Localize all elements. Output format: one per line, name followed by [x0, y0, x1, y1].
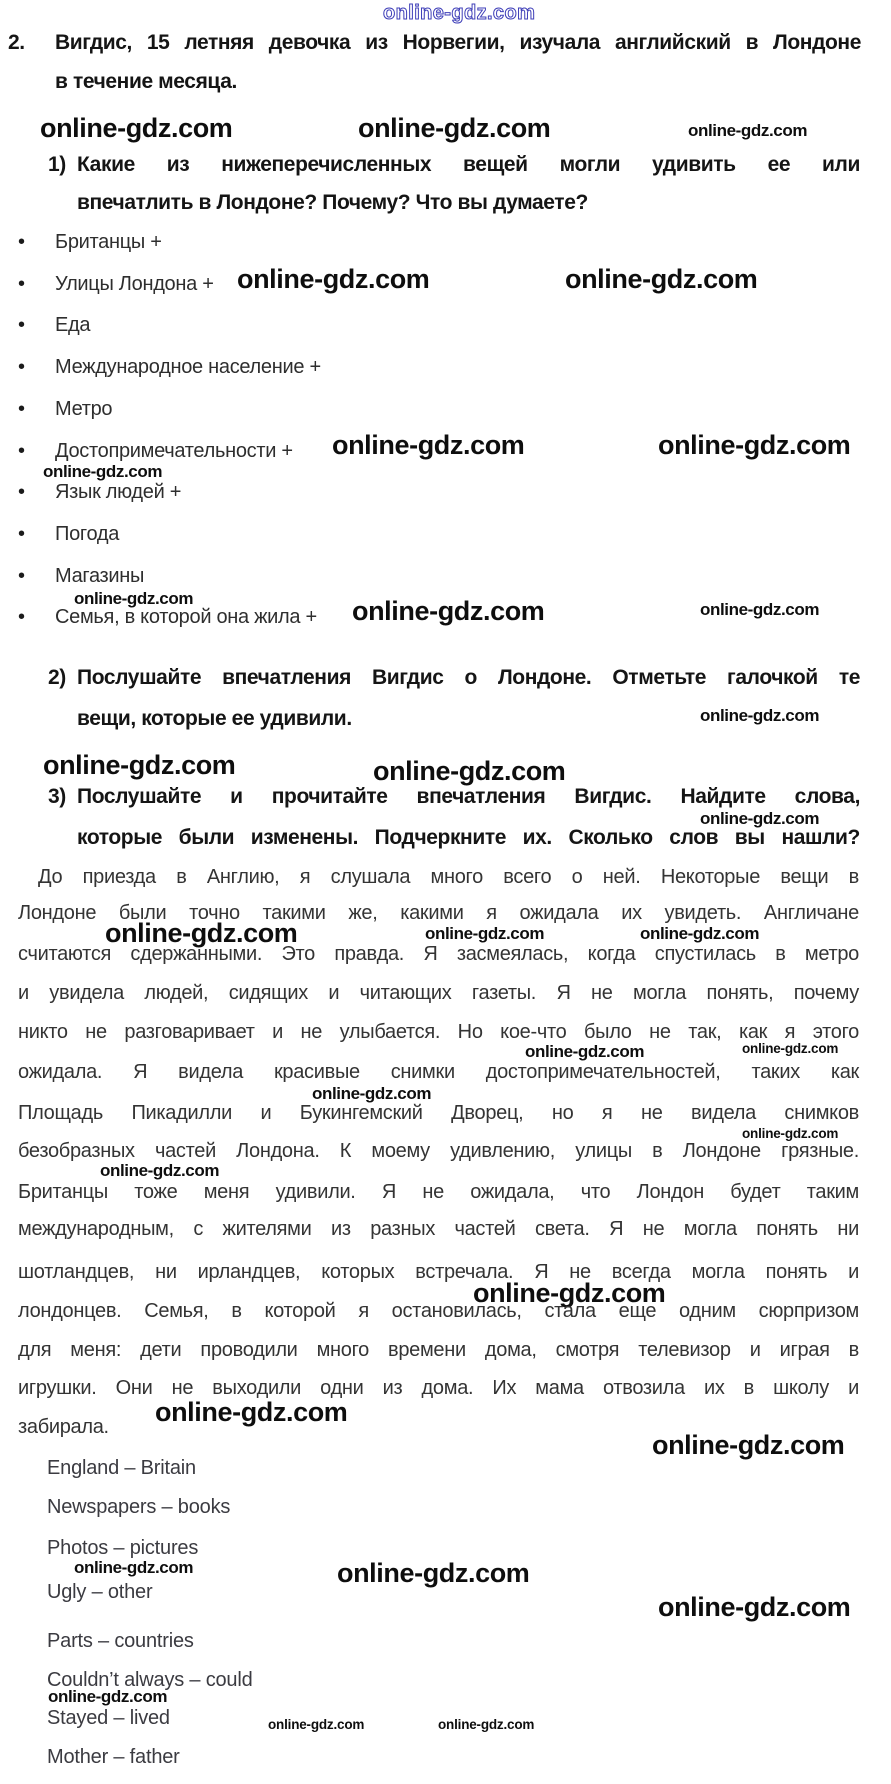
bullet-dot-icon: • [18, 356, 25, 378]
bullet-label: Улицы Лондона + [55, 273, 214, 295]
bullet-label: Язык людей + [55, 481, 182, 503]
word-pair: England – Britain [47, 1457, 196, 1479]
watermark: online-gdz.com [237, 264, 430, 294]
story-line: международным, с жителями из разных частей света. Я не могла понять ни [18, 1218, 859, 1240]
watermark: online-gdz.com [658, 430, 851, 460]
watermark: online-gdz.com [43, 750, 236, 780]
watermark: online-gdz.com [700, 809, 820, 828]
bullet-item [18, 231, 162, 254]
watermark: online-gdz.com [337, 1558, 530, 1588]
word-pair: Photos – pictures [47, 1537, 199, 1559]
word-pair: Mother – father [47, 1746, 180, 1768]
bullet-dot-icon: • [18, 481, 25, 503]
watermark: online-gdz.com [640, 924, 760, 943]
story-line: Лондоне были точно такими же, какими я ожидала их увидеть. Англичане [18, 902, 859, 924]
story-line: для меня: дети проводили много времени дома, смотря телевизор и играя в [18, 1339, 859, 1361]
watermark: online-gdz.com [565, 264, 758, 294]
story-line: шотландцев, ни ирландцев, которых встречала. Я не всегда могла понять и [18, 1261, 859, 1283]
bullet-label: Семья, в которой она жила + [55, 606, 317, 628]
watermark: online-gdz.com [48, 1687, 168, 1706]
bullet-label: Международное население + [55, 356, 321, 378]
watermark: online-gdz.com [652, 1430, 845, 1460]
watermark: online-gdz.com [438, 1717, 535, 1732]
bullet-item [18, 398, 112, 421]
bullet-item [18, 606, 317, 629]
watermark: online-gdz.com [40, 113, 233, 143]
bullet-label: Метро [55, 398, 113, 420]
watermark: online-gdz.com [525, 1042, 645, 1061]
bullet-label: Британцы + [55, 231, 162, 253]
story-line: считаются сдержанными. Это правда. Я засмеялась, когда спустилась в метро [18, 943, 859, 965]
exercise-title-line: в течение месяца. [55, 70, 237, 93]
bullet-dot-icon: • [18, 231, 25, 253]
bullet-dot-icon: • [18, 606, 25, 628]
bullet-item [18, 565, 144, 588]
bullet-item [18, 440, 293, 463]
bullet-dot-icon: • [18, 273, 25, 295]
task2-line: вещи, которые ее удивили. [77, 707, 352, 730]
task3-line: Послушайте и прочитайте впечатления Вигдис. Найдите слова, [77, 785, 860, 808]
bullet-dot-icon: • [18, 523, 25, 545]
bullet-item [18, 356, 321, 379]
task1-line: Какие из нижеперечисленных вещей могли удивить ее или [77, 153, 860, 176]
task3-line: которые были изменены. Подчеркните их. Сколько слов вы нашли? [77, 826, 860, 849]
task2-line: Послушайте впечатления Вигдис о Лондоне. Отметьте галочкой те [77, 666, 860, 689]
watermark: online-gdz.com [312, 1084, 432, 1103]
story-line: До приезда в Англию, я слушала много всего о ней. Некоторые вещи в [38, 866, 859, 888]
watermark: online-gdz.com [658, 1592, 851, 1622]
word-pair: Couldn’t always – could [47, 1669, 253, 1691]
watermark: online-gdz.com [742, 1041, 839, 1056]
watermark: online-gdz.com [74, 1558, 194, 1577]
task1-number: 1) [48, 153, 66, 176]
watermark: online-gdz.com [332, 430, 525, 460]
story-line: никто не разговаривает и не улыбается. Но кое-что было не так, как я этого [18, 1021, 859, 1043]
bullet-item [18, 273, 214, 296]
story-line: безобразных частей Лондона. К моему удивлению, улицы в Лондоне грязные. [18, 1140, 859, 1162]
story-line: игрушки. Они не выходили одни из дома. Их мама отвозила их в школу и [18, 1377, 859, 1399]
story-line: лондонцев. Семья, в которой я остановилась, стала еще одним сюрпризом [18, 1300, 859, 1322]
story-line: забирала. [18, 1416, 109, 1438]
watermark: online-gdz.com [742, 1126, 839, 1141]
bullet-dot-icon: • [18, 565, 25, 587]
word-pair: Ugly – other [47, 1581, 153, 1603]
watermark: online-gdz.com [105, 918, 298, 948]
bullet-dot-icon: • [18, 314, 25, 336]
story-line: и увидела людей, сидящих и читающих газеты. Я не могла понять, почему [18, 982, 859, 1004]
task2-number: 2) [48, 666, 66, 689]
bullet-label: Магазины [55, 565, 145, 587]
bullet-label: Достопримечательности + [55, 440, 293, 462]
task1-line: впечатлить в Лондоне? Почему? Что вы думаете? [77, 191, 588, 214]
watermark: online-gdz.com [268, 1717, 365, 1732]
bullet-item [18, 314, 90, 337]
exercise-title-line: Вигдис, 15 летняя девочка из Норвегии, изучала английский в Лондоне [55, 31, 861, 54]
bullet-label: Еда [55, 314, 91, 336]
task3-number: 3) [48, 785, 66, 808]
watermark: online-gdz.com [473, 1278, 666, 1308]
watermark-outline: online-gdz.com [383, 2, 536, 24]
word-pair: Newspapers – books [47, 1496, 231, 1518]
watermark: online-gdz.com [373, 756, 566, 786]
bullet-dot-icon: • [18, 398, 25, 420]
watermark: online-gdz.com [425, 924, 545, 943]
story-line: Площадь Пикадилли и Букингемский Дворец, но я не видела снимков [18, 1102, 859, 1124]
story-line: ожидала. Я видела красивые снимки достопримечательностей, таких как [18, 1061, 859, 1083]
bullet-label: Погода [55, 523, 120, 545]
story-line: Британцы тоже меня удивили. Я не ожидала, что Лондон будет таким [18, 1181, 859, 1203]
bullet-dot-icon: • [18, 440, 25, 462]
bullet-item [18, 481, 181, 504]
word-pair: Stayed – lived [47, 1707, 170, 1729]
watermark: online-gdz.com [700, 600, 820, 619]
watermark: online-gdz.com [352, 596, 545, 626]
watermark: online-gdz.com [700, 706, 820, 725]
watermark: online-gdz.com [100, 1161, 220, 1180]
watermark: online-gdz.com [688, 121, 808, 140]
watermark: online-gdz.com [155, 1397, 348, 1427]
word-pair: Parts – countries [47, 1630, 194, 1652]
bullet-item [18, 523, 119, 546]
watermark: online-gdz.com [74, 589, 194, 608]
exercise-number: 2. [8, 31, 25, 54]
watermark: online-gdz.com [358, 113, 551, 143]
watermark: online-gdz.com [43, 462, 163, 481]
